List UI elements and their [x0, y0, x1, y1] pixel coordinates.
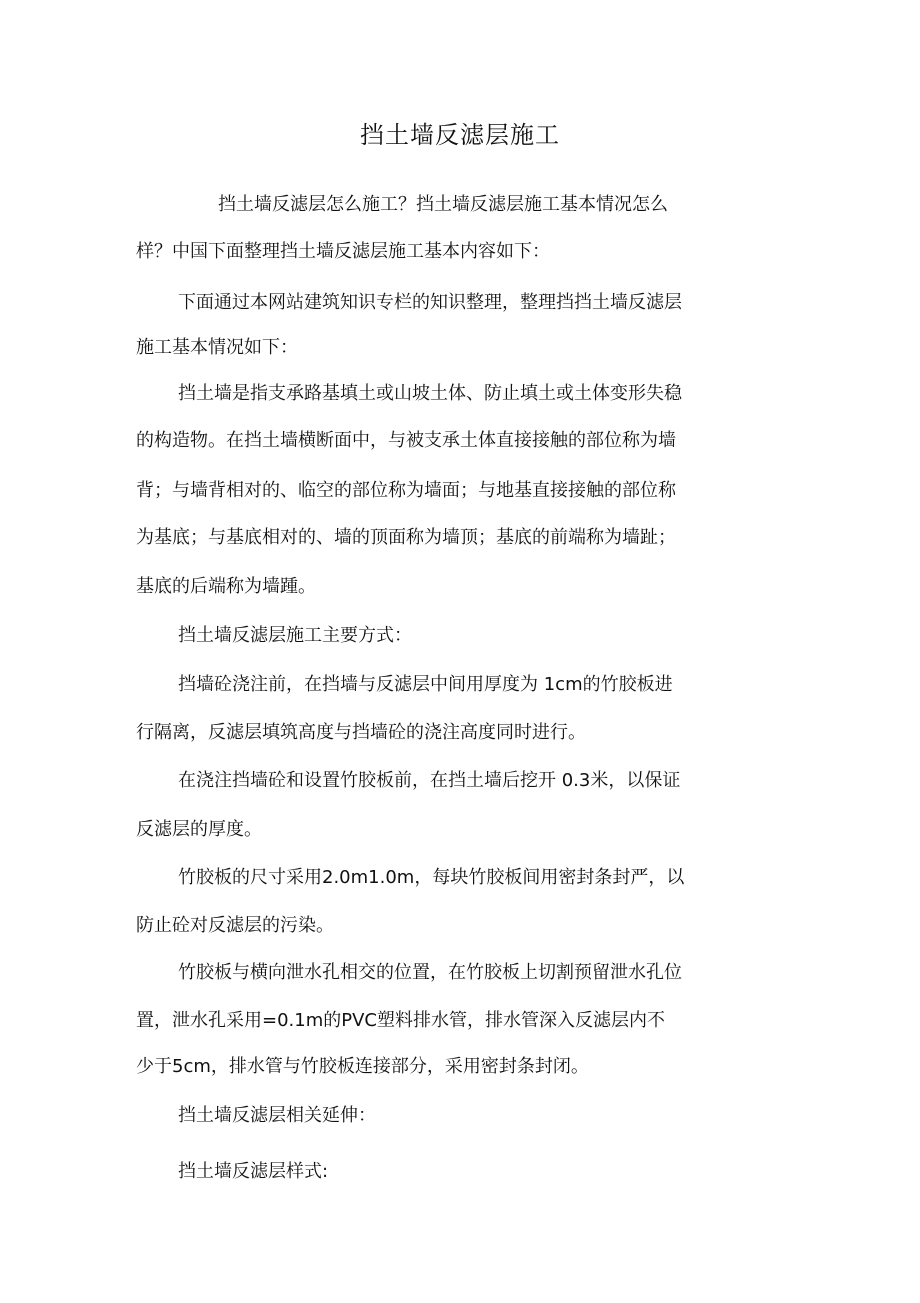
paragraph-line: 反滤层的厚度。 [136, 819, 262, 840]
paragraph-line: 行隔离，反滤层填筑高度与挡墙砼的浇注高度同时进行。 [136, 722, 586, 743]
paragraph-line: 少于5cm，排水管与竹胶板连接部分，采用密封条封闭。 [136, 1056, 589, 1077]
paragraph-line: 置，泄水孔采用=0.1m的PVC塑料排水管，排水管深入反滤层内不 [136, 1010, 665, 1031]
paragraph-line: 为基底；与基底相对的、墙的顶面称为墙顶；基底的前端称为墙趾； [136, 527, 676, 548]
section-heading: 挡土墙反滤层相关延伸： [178, 1105, 376, 1126]
section-heading: 挡土墙反滤层样式: [178, 1161, 329, 1182]
paragraph-line: 在浇注挡墙砼和设置竹胶板前，在挡土墙后挖开 0.3米，以保证 [178, 770, 681, 791]
paragraph-line: 背；与墙背相对的、临空的部位称为墙面；与地基直接接触的部位称 [136, 480, 676, 501]
paragraph-line: 的构造物。在挡土墙横断面中，与被支承土体直接接触的部位称为墙 [136, 430, 676, 451]
paragraph-line: 样？中国下面整理挡土墙反滤层施工基本内容如下： [136, 241, 550, 262]
document-title: 挡土墙反滤层施工 [360, 121, 560, 149]
paragraph-line: 下面通过本网站建筑知识专栏的知识整理，整理挡挡土墙反滤层 [178, 292, 682, 313]
paragraph-line: 挡墙砼浇注前，在挡墙与反滤层中间用厚度为 1cm的竹胶板进 [178, 674, 673, 695]
paragraph-line: 基底的后端称为墙踵。 [136, 576, 316, 597]
paragraph-line: 施工基本情况如下： [136, 337, 298, 358]
paragraph-line: 防止砼对反滤层的污染。 [136, 915, 334, 936]
section-heading: 挡土墙反滤层施工主要方式： [178, 625, 412, 646]
paragraph-line: 挡土墙是指支承路基填土或山坡土体、防止填土或土体变形失稳 [178, 383, 682, 404]
paragraph-line: 竹胶板的尺寸采用2.0m1.0m，每块竹胶板间用密封条封严，以 [178, 867, 685, 888]
paragraph-line: 挡土墙反滤层怎么施工？挡土墙反滤层施工基本情况怎么 [218, 194, 668, 215]
paragraph-line: 竹胶板与横向泄水孔相交的位置，在竹胶板上切割预留泄水孔位 [178, 962, 682, 983]
